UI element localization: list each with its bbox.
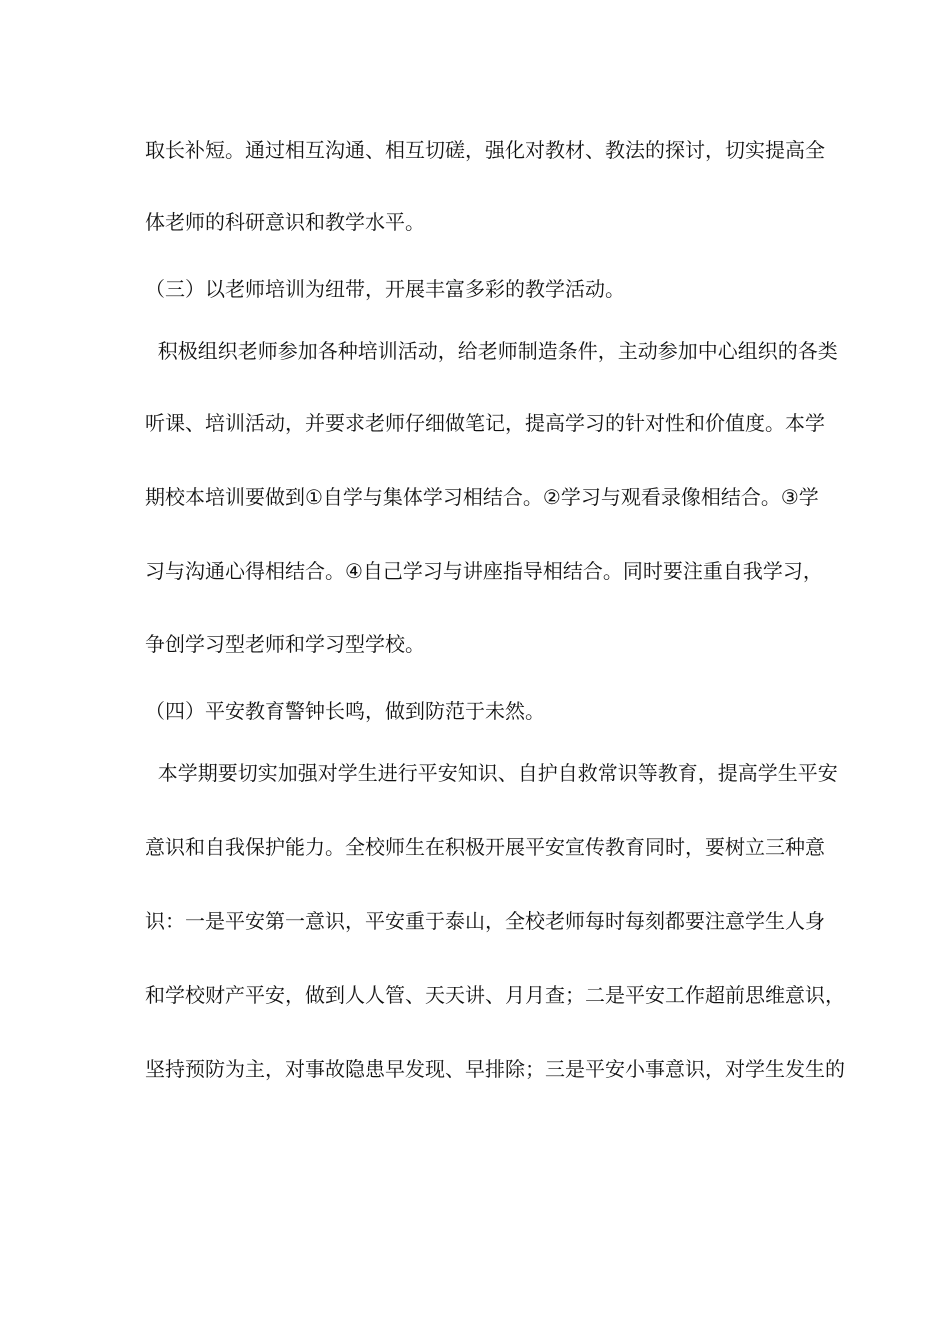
paragraph-line: 本学期要切实加强对学生进行平安知识、自护自救常识等教育，提高学生平安 [145, 761, 838, 785]
paragraph-line: 识：一是平安第一意识，平安重于泰山，全校老师每时每刻都要注意学生人身 [145, 909, 825, 933]
paragraph-line: 积极组织老师参加各种培训活动，给老师制造条件，主动参加中心组织的各类 [145, 339, 838, 363]
paragraph-line: 取长补短。通过相互沟通、相互切磋，强化对教材、教法的探讨，切实提高全 [145, 138, 825, 162]
paragraph-line: 体老师的科研意识和教学水平。 [145, 210, 425, 234]
paragraph-line: 听课、培训活动，并要求老师仔细做笔记，提高学习的针对性和价值度。本学 [145, 411, 825, 435]
paragraph-line: 和学校财产平安，做到人人管、天天讲、月月查；二是平安工作超前思维意识， [145, 983, 845, 1007]
paragraph-line: 期校本培训要做到①自学与集体学习相结合。②学习与观看录像相结合。③学 [145, 485, 819, 509]
section-heading: （四）平安教育警钟长鸣，做到防范于未然。 [145, 699, 545, 723]
paragraph-line: 坚持预防为主，对事故隐患早发现、早排除；三是平安小事意识，对学生发生的 [145, 1057, 845, 1081]
paragraph-line: 争创学习型老师和学习型学校。 [145, 632, 425, 656]
section-heading: （三）以老师培训为纽带，开展丰富多彩的教学活动。 [145, 277, 625, 301]
paragraph-line: 习与沟通心得相结合。④自己学习与讲座指导相结合。同时要注重自我学习， [145, 559, 823, 583]
paragraph-line: 意识和自我保护能力。全校师生在积极开展平安宣传教育同时，要树立三种意 [145, 835, 825, 859]
